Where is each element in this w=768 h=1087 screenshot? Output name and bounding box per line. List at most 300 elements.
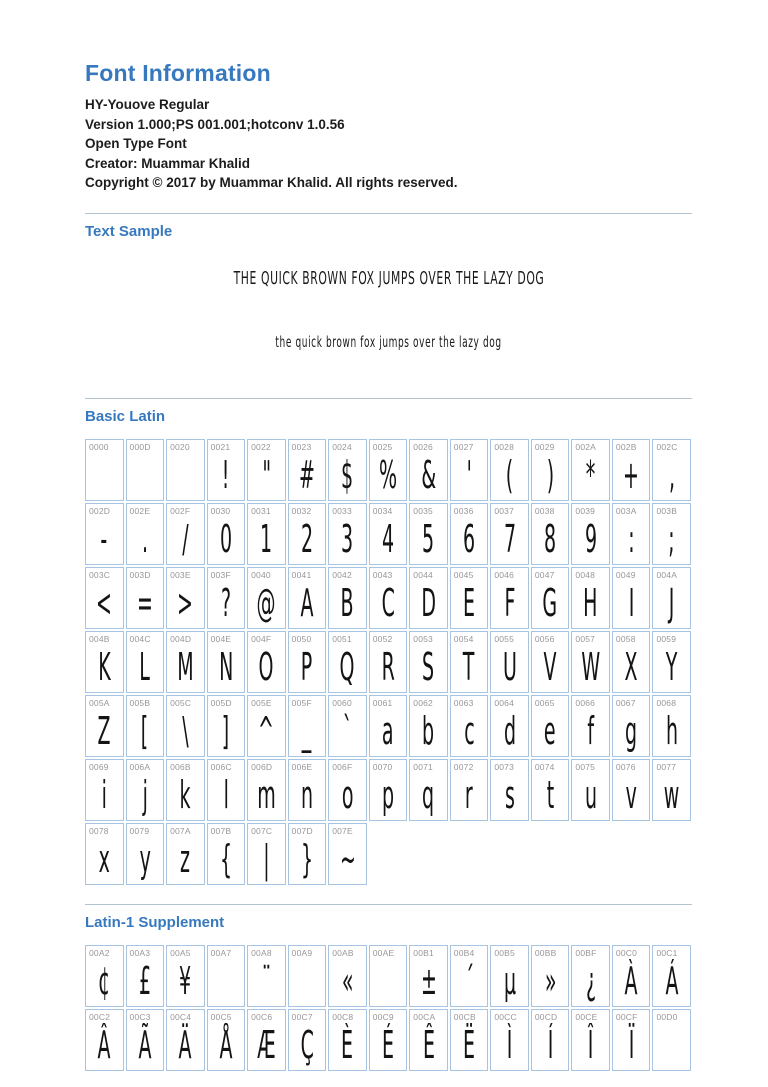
glyph: Á — [665, 958, 679, 1003]
glyph-wrap — [572, 957, 609, 1003]
glyph-cell-0045 — [450, 567, 489, 629]
glyph-wrap — [248, 1021, 285, 1067]
glyph-cell-0037 — [490, 503, 529, 565]
glyph-cell-004E — [207, 631, 246, 693]
codepoint-label: 0025 — [372, 441, 393, 452]
codepoint-label: 006A — [129, 761, 151, 772]
codepoint-label: 00B4 — [453, 947, 475, 958]
glyph: É — [381, 1022, 394, 1067]
glyph-cell-004C — [126, 631, 165, 693]
glyph-cell-0020 — [166, 439, 205, 501]
glyph-wrap — [491, 1021, 528, 1067]
codepoint-label: 00C6 — [251, 1011, 273, 1022]
codepoint-label: 006C — [210, 761, 232, 772]
glyph-wrap — [289, 579, 326, 625]
glyph: . — [141, 516, 148, 561]
glyph: h — [665, 708, 678, 753]
codepoint-label: 0039 — [575, 505, 596, 516]
glyph: Å — [219, 1022, 233, 1067]
glyph-wrap — [370, 1021, 407, 1067]
codepoint-label: 003A — [615, 505, 637, 516]
text-sample-block-2 — [85, 289, 692, 352]
glyph: L — [139, 644, 151, 689]
codepoint-label: 0073 — [494, 761, 515, 772]
glyph: ^ — [258, 708, 275, 753]
codepoint-label: 0064 — [494, 697, 515, 708]
codepoint-label: 0027 — [453, 441, 474, 452]
glyph-cell-002F — [166, 503, 205, 565]
glyph-cell-0032 — [288, 503, 327, 565]
glyph-cell-0041 — [288, 567, 327, 629]
glyph-cell-0058 — [612, 631, 651, 693]
glyph-wrap — [451, 643, 488, 689]
glyph: b — [422, 708, 435, 753]
glyph-wrap — [289, 643, 326, 689]
section-divider — [85, 398, 692, 399]
glyph-wrap — [653, 579, 690, 625]
glyph-wrap — [653, 771, 690, 817]
glyph-wrap — [208, 579, 245, 625]
glyph-cell-0077 — [652, 759, 691, 821]
codepoint-label: 0056 — [534, 633, 555, 644]
glyph-wrap — [653, 1021, 690, 1067]
codepoint-label: 0068 — [656, 697, 677, 708]
glyph: ¥ — [179, 958, 192, 1003]
glyph: { — [219, 836, 232, 881]
glyph-cell-0072 — [450, 759, 489, 821]
glyph-wrap — [208, 643, 245, 689]
sample-sentence-uppercase: THE QUICK BROWN FOX JUMPS OVER THE LAZY DOG — [233, 267, 544, 289]
glyph-wrap — [127, 515, 164, 561]
glyph-cell-006E — [288, 759, 327, 821]
codepoint-label: 00C3 — [129, 1011, 151, 1022]
codepoint-label: 0033 — [332, 505, 352, 516]
glyph: ? — [220, 580, 231, 625]
glyph-wrap — [370, 707, 407, 753]
glyph: / — [182, 516, 189, 561]
glyph: 9 — [584, 516, 597, 561]
glyph-cell-006D — [247, 759, 286, 821]
codepoint-label: 0063 — [453, 697, 474, 708]
glyph-cell-003B — [652, 503, 691, 565]
codepoint-label: 0035 — [413, 505, 433, 516]
text-sample-heading: Text Sample — [85, 222, 173, 240]
glyph-cell-0064 — [490, 695, 529, 757]
glyph: T — [463, 644, 475, 689]
glyph: & — [421, 452, 436, 497]
glyph: C — [381, 580, 395, 625]
codepoint-label: 003B — [656, 505, 678, 516]
glyph: v — [625, 772, 637, 817]
codepoint-label: 0061 — [372, 697, 393, 708]
codepoint-label: 00A3 — [129, 947, 151, 958]
glyph-cell-0042 — [328, 567, 367, 629]
codepoint-label: 00B1 — [413, 947, 434, 958]
glyph-wrap — [86, 707, 123, 753]
font-name: HY-Youove Regular — [85, 97, 210, 112]
glyph-wrap — [167, 771, 204, 817]
glyph-wrap — [532, 771, 569, 817]
glyph-cell-0036 — [450, 503, 489, 565]
glyph-wrap — [410, 957, 447, 1003]
sample-sentence-lowercase: the quick brown fox jumps over the lazy dog — [275, 332, 502, 351]
glyph-wrap — [127, 771, 164, 817]
glyph-wrap — [613, 771, 650, 817]
glyph-cell-004D — [166, 631, 205, 693]
glyph-wrap — [167, 515, 204, 561]
codepoint-label: 0043 — [372, 569, 393, 580]
glyph-wrap — [167, 643, 204, 689]
glyph-wrap — [491, 451, 528, 497]
glyph-wrap — [653, 643, 690, 689]
glyph-wrap — [329, 451, 366, 497]
glyph-wrap — [613, 579, 650, 625]
glyph: $ — [341, 452, 354, 497]
codepoint-label: 005C — [170, 697, 192, 708]
codepoint-label: 00B5 — [494, 947, 515, 958]
codepoint-label: 0021 — [210, 441, 231, 452]
glyph: P — [301, 644, 313, 689]
font-type: Open Type Font — [85, 136, 187, 151]
glyph: ; — [668, 516, 675, 561]
glyph-wrap — [451, 579, 488, 625]
codepoint-label: 0054 — [453, 633, 474, 644]
glyph-cell-00A5 — [166, 945, 205, 1007]
glyph: Ï — [628, 1022, 634, 1067]
glyph-wrap — [613, 451, 650, 497]
codepoint-label: 0038 — [534, 505, 555, 516]
codepoint-label: 0049 — [615, 569, 636, 580]
codepoint-label: 0040 — [251, 569, 271, 580]
codepoint-label: 0032 — [291, 505, 312, 516]
glyph-cell-005C — [166, 695, 205, 757]
glyph-cell-0074 — [531, 759, 570, 821]
glyph-wrap — [613, 515, 650, 561]
glyph: s — [504, 772, 515, 817]
glyph: J — [668, 580, 675, 625]
page-title: Font Information — [85, 60, 271, 86]
glyph-wrap — [208, 451, 245, 497]
codepoint-label: 0057 — [575, 633, 596, 644]
glyph-cell-007A — [166, 823, 205, 885]
codepoint-label: 005E — [251, 697, 272, 708]
glyph-cell-0068 — [652, 695, 691, 757]
codepoint-label: 0066 — [575, 697, 596, 708]
glyph-wrap — [127, 579, 164, 625]
codepoint-label: 002E — [129, 505, 151, 516]
glyph-cell-0065 — [531, 695, 570, 757]
glyph-cell-00BF — [571, 945, 610, 1007]
glyph-cell-0059 — [652, 631, 691, 693]
glyph: D — [421, 580, 436, 625]
glyph: B — [340, 580, 354, 625]
codepoint-label: 00C7 — [291, 1011, 313, 1022]
glyph-cell-0024 — [328, 439, 367, 501]
glyph-cell-0053 — [409, 631, 448, 693]
glyph-cell-006C — [207, 759, 246, 821]
glyph-cell-0070 — [369, 759, 408, 821]
glyph-wrap — [86, 835, 123, 881]
glyph-cell-0063 — [450, 695, 489, 757]
glyph-cell-0026 — [409, 439, 448, 501]
glyph-cell-00C4 — [166, 1009, 205, 1071]
glyph: : — [627, 516, 635, 561]
glyph: y — [139, 836, 151, 881]
glyph: O — [258, 644, 274, 689]
codepoint-label: 0069 — [89, 761, 109, 772]
glyph-wrap — [410, 643, 447, 689]
glyph-wrap — [451, 707, 488, 753]
glyph: Ì — [506, 1022, 513, 1067]
glyph: w — [663, 772, 680, 817]
codepoint-label: 00C9 — [372, 1011, 394, 1022]
glyph-cell-000D — [126, 439, 165, 501]
glyph-cell-005A — [85, 695, 124, 757]
glyph-cell-0039 — [571, 503, 610, 565]
codepoint-label: 0067 — [615, 697, 636, 708]
glyph-cell-004B — [85, 631, 124, 693]
glyph-wrap — [127, 835, 164, 881]
glyph-wrap — [370, 515, 407, 561]
glyph: i — [101, 772, 107, 817]
codepoint-label: 004D — [170, 633, 192, 644]
codepoint-label: 004A — [656, 569, 678, 580]
codepoint-label: 007E — [332, 825, 353, 836]
glyph-wrap — [127, 451, 164, 497]
glyph-wrap — [370, 579, 407, 625]
glyph-wrap — [127, 707, 164, 753]
glyph: U — [502, 644, 517, 689]
codepoint-label: 0051 — [332, 633, 352, 644]
glyph: z — [180, 836, 191, 881]
glyph-wrap — [653, 957, 690, 1003]
glyph: Y — [665, 644, 678, 689]
codepoint-label: 0022 — [251, 441, 271, 452]
glyph: Ç — [300, 1022, 314, 1067]
glyph-cell-003D — [126, 567, 165, 629]
glyph-cell-003E — [166, 567, 205, 629]
codepoint-label: 002D — [89, 505, 111, 516]
glyph-cell-005D — [207, 695, 246, 757]
glyph-cell-00C3 — [126, 1009, 165, 1071]
glyph: 3 — [341, 516, 354, 561]
codepoint-label: 005B — [129, 697, 151, 708]
spacer — [85, 352, 692, 398]
glyph: 4 — [381, 516, 395, 561]
glyph-cell-003C — [85, 567, 124, 629]
glyph-wrap — [167, 579, 204, 625]
glyph: ¨ — [261, 958, 272, 1003]
glyph-wrap — [410, 451, 447, 497]
glyph-cell-00AE — [369, 945, 408, 1007]
glyph-wrap — [370, 643, 407, 689]
glyph-wrap — [289, 771, 326, 817]
glyph: I — [628, 580, 634, 625]
codepoint-label: 004F — [251, 633, 272, 644]
section-divider — [85, 904, 692, 905]
glyph-cell-0048 — [571, 567, 610, 629]
codepoint-label: 004E — [210, 633, 232, 644]
codepoint-label: 007D — [291, 825, 313, 836]
codepoint-label: 00BB — [534, 947, 557, 958]
glyph-cell-007D — [288, 823, 327, 885]
glyph-cell-0057 — [571, 631, 610, 693]
glyph: ± — [420, 958, 437, 1003]
codepoint-label: 00BF — [575, 947, 597, 958]
glyph: m — [257, 772, 276, 817]
codepoint-label: 007C — [251, 825, 273, 836]
glyph-cell-0034 — [369, 503, 408, 565]
glyph-cell-00CD — [531, 1009, 570, 1071]
glyph-wrap — [572, 771, 609, 817]
glyph-wrap — [329, 643, 366, 689]
glyph-cell-00C6 — [247, 1009, 286, 1071]
glyph-cell-006F — [328, 759, 367, 821]
glyph: È — [341, 1022, 354, 1067]
glyph-wrap — [127, 643, 164, 689]
codepoint-label: 00A2 — [89, 947, 110, 958]
glyph: ~ — [339, 836, 356, 881]
codepoint-label: 0036 — [453, 505, 474, 516]
glyph-cell-007C — [247, 823, 286, 885]
glyph: p — [381, 772, 395, 817]
glyph-wrap — [289, 957, 326, 1003]
glyph: Ë — [463, 1022, 476, 1067]
glyph-wrap — [248, 579, 285, 625]
glyph-wrap — [289, 515, 326, 561]
codepoint-label: 0020 — [170, 441, 190, 452]
glyph: Z — [97, 708, 111, 753]
glyph-wrap — [167, 707, 204, 753]
codepoint-label: 0076 — [615, 761, 636, 772]
glyph-cell-00C8 — [328, 1009, 367, 1071]
codepoint-label: 00C5 — [210, 1011, 232, 1022]
glyph: S — [422, 644, 435, 689]
glyph-cell-00CF — [612, 1009, 651, 1071]
glyph-cell-00CB — [450, 1009, 489, 1071]
font-version: Version 1.000;PS 001.001;hotconv 1.0.56 — [85, 116, 345, 132]
glyph-cell-0035 — [409, 503, 448, 565]
glyph-wrap — [248, 707, 285, 753]
codepoint-label: 0047 — [534, 569, 555, 580]
glyph-wrap — [532, 643, 569, 689]
codepoint-label: 0024 — [332, 441, 352, 452]
glyph-wrap — [329, 957, 366, 1003]
glyph: ] — [222, 708, 230, 753]
glyph-wrap — [370, 451, 407, 497]
codepoint-label: 0042 — [332, 569, 352, 580]
glyph-cell-0073 — [490, 759, 529, 821]
codepoint-label: 0029 — [534, 441, 555, 452]
glyph-cell-0023 — [288, 439, 327, 501]
codepoint-label: 002A — [575, 441, 597, 452]
font-creator: Creator: Muammar Khalid — [85, 155, 251, 171]
glyph-cell-0028 — [490, 439, 529, 501]
glyph-cell-0031 — [247, 503, 286, 565]
glyph-wrap — [208, 957, 245, 1003]
glyph: ` — [342, 708, 353, 753]
glyph-wrap — [208, 1021, 245, 1067]
codepoint-label: 007B — [210, 825, 232, 836]
codepoint-label: 006B — [170, 761, 191, 772]
glyph-cell-002D — [85, 503, 124, 565]
codepoint-label: 00AB — [332, 947, 354, 958]
glyph: R — [381, 644, 395, 689]
basic-latin-grid — [85, 439, 691, 885]
glyph-cell-006B — [166, 759, 205, 821]
codepoint-label: 002B — [615, 441, 637, 452]
glyph: j — [142, 772, 148, 817]
glyph: c — [463, 708, 475, 753]
codepoint-label: 00CA — [413, 1011, 436, 1022]
glyph-wrap — [491, 643, 528, 689]
glyph-cell-0078 — [85, 823, 124, 885]
glyph: u — [584, 772, 597, 817]
glyph-cell-00CC — [490, 1009, 529, 1071]
codepoint-label: 0045 — [453, 569, 474, 580]
codepoint-label: 0070 — [372, 761, 393, 772]
glyph-cell-00C7 — [288, 1009, 327, 1071]
glyph: M — [177, 644, 194, 689]
codepoint-label: 007A — [170, 825, 191, 836]
glyph-cell-0030 — [207, 503, 246, 565]
glyph: t — [546, 772, 554, 817]
glyph-wrap — [410, 1021, 447, 1067]
glyph-wrap — [410, 579, 447, 625]
codepoint-label: 00A5 — [170, 947, 191, 958]
glyph: Î — [587, 1022, 594, 1067]
glyph: 8 — [544, 516, 557, 561]
codepoint-label: 005A — [89, 697, 110, 708]
glyph-wrap — [491, 771, 528, 817]
glyph-wrap — [208, 515, 245, 561]
glyph-wrap — [491, 579, 528, 625]
codepoint-label: 0059 — [656, 633, 677, 644]
glyph-cell-002B — [612, 439, 651, 501]
glyph: o — [341, 772, 354, 817]
glyph: q — [422, 772, 435, 817]
codepoint-label: 004B — [89, 633, 110, 644]
glyph-wrap — [410, 771, 447, 817]
glyph: N — [218, 644, 233, 689]
glyph-cell-00C2 — [85, 1009, 124, 1071]
glyph: * — [585, 452, 596, 497]
glyph-cell-0079 — [126, 823, 165, 885]
glyph: = — [136, 580, 153, 625]
glyph: \ — [182, 708, 189, 753]
glyph-wrap — [613, 643, 650, 689]
glyph-wrap — [653, 515, 690, 561]
codepoint-label: 0077 — [656, 761, 677, 772]
glyph-cell-0033 — [328, 503, 367, 565]
glyph-wrap — [289, 1021, 326, 1067]
glyph: ' — [466, 452, 472, 497]
codepoint-label: 0037 — [494, 505, 515, 516]
glyph-cell-0051 — [328, 631, 367, 693]
glyph-wrap — [248, 835, 285, 881]
glyph-cell-00A7 — [207, 945, 246, 1007]
glyph: » — [544, 958, 556, 1003]
glyph: ! — [222, 452, 230, 497]
glyph: E — [463, 580, 476, 625]
glyph-cell-00A8 — [247, 945, 286, 1007]
glyph-cell-0029 — [531, 439, 570, 501]
glyph-wrap — [248, 957, 285, 1003]
codepoint-label: 0031 — [251, 505, 271, 516]
glyph: « — [341, 958, 354, 1003]
glyph: £ — [138, 958, 151, 1003]
glyph-cell-0000 — [85, 439, 124, 501]
